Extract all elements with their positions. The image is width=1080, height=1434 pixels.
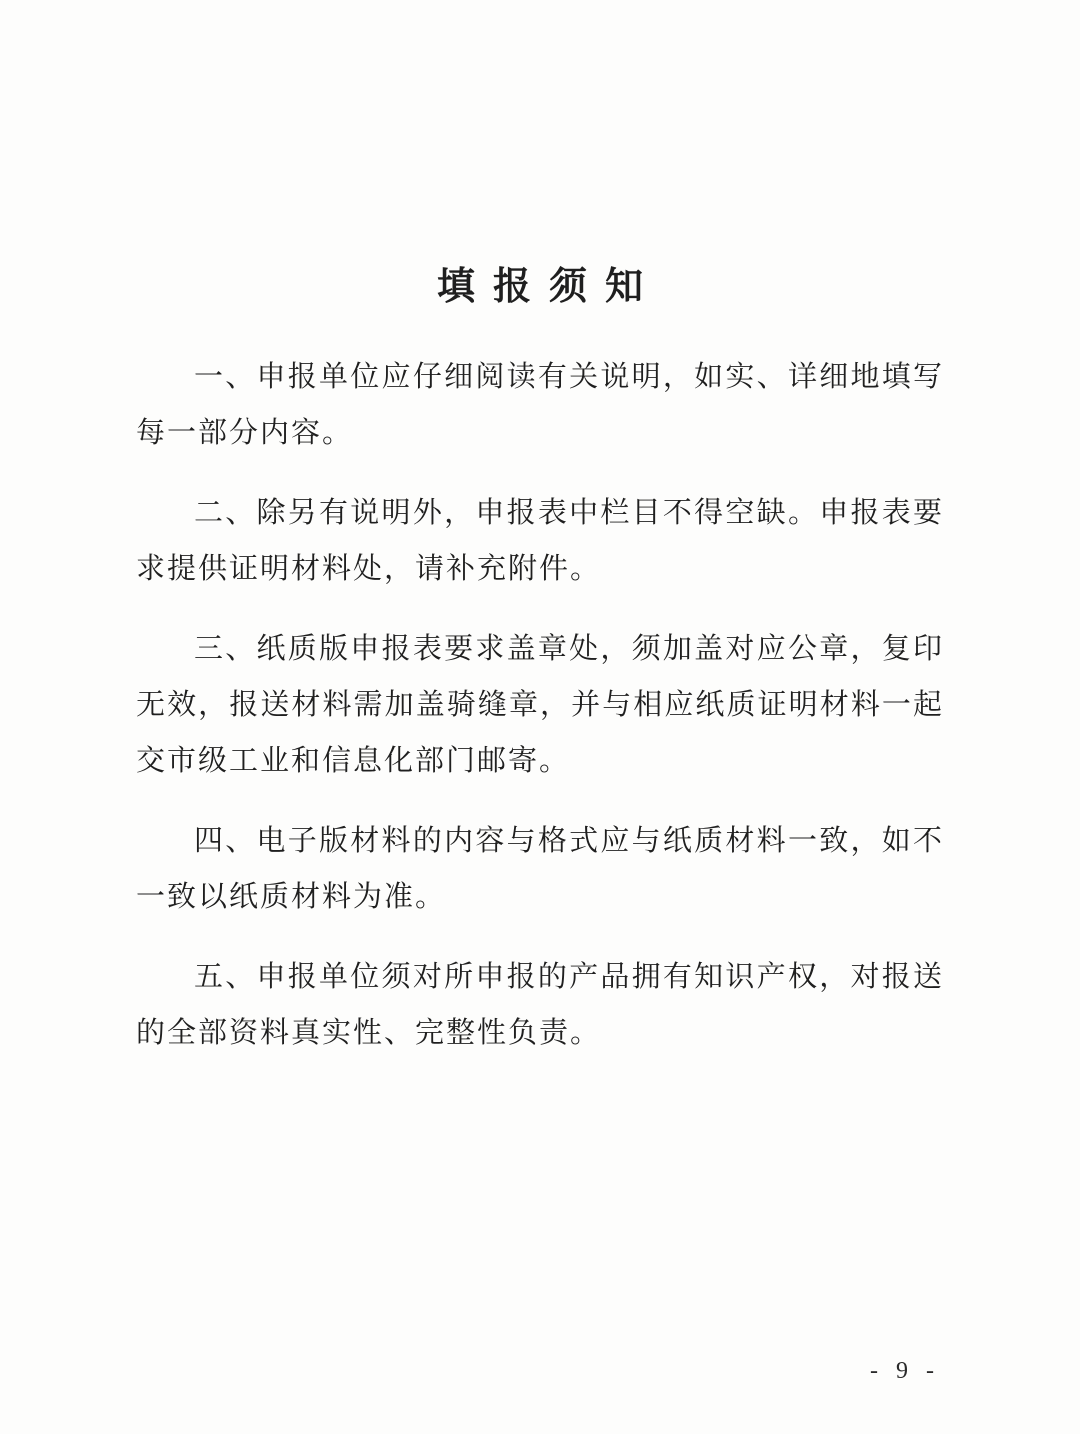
instruction-paragraph-1: 一、申报单位应仔细阅读有关说明，如实、详细地填写每一部分内容。: [136, 359, 944, 449]
instructions-body: [136, 348, 944, 1084]
page-title: 填报须知: [436, 263, 661, 308]
page-number: - 9 -: [870, 1358, 940, 1384]
instruction-paragraph-2: 二、除另有说明外，申报表中栏目不得空缺。申报表要求提供证明材料处，请补充附件。: [136, 495, 944, 585]
instruction-paragraph-3: 三、纸质版申报表要求盖章处，须加盖对应公章，复印无效，报送材料需加盖骑缝章，并与相应纸质证明材料一起交市级工业和信息化部门邮寄。: [136, 631, 944, 777]
instruction-paragraph-4: 四、电子版材料的内容与格式应与纸质材料一致，如不一致以纸质材料为准。: [136, 823, 944, 913]
instruction-paragraph-5: 五、申报单位须对所申报的产品拥有知识产权，对报送的全部资料真实性、完整性负责。: [136, 959, 944, 1049]
